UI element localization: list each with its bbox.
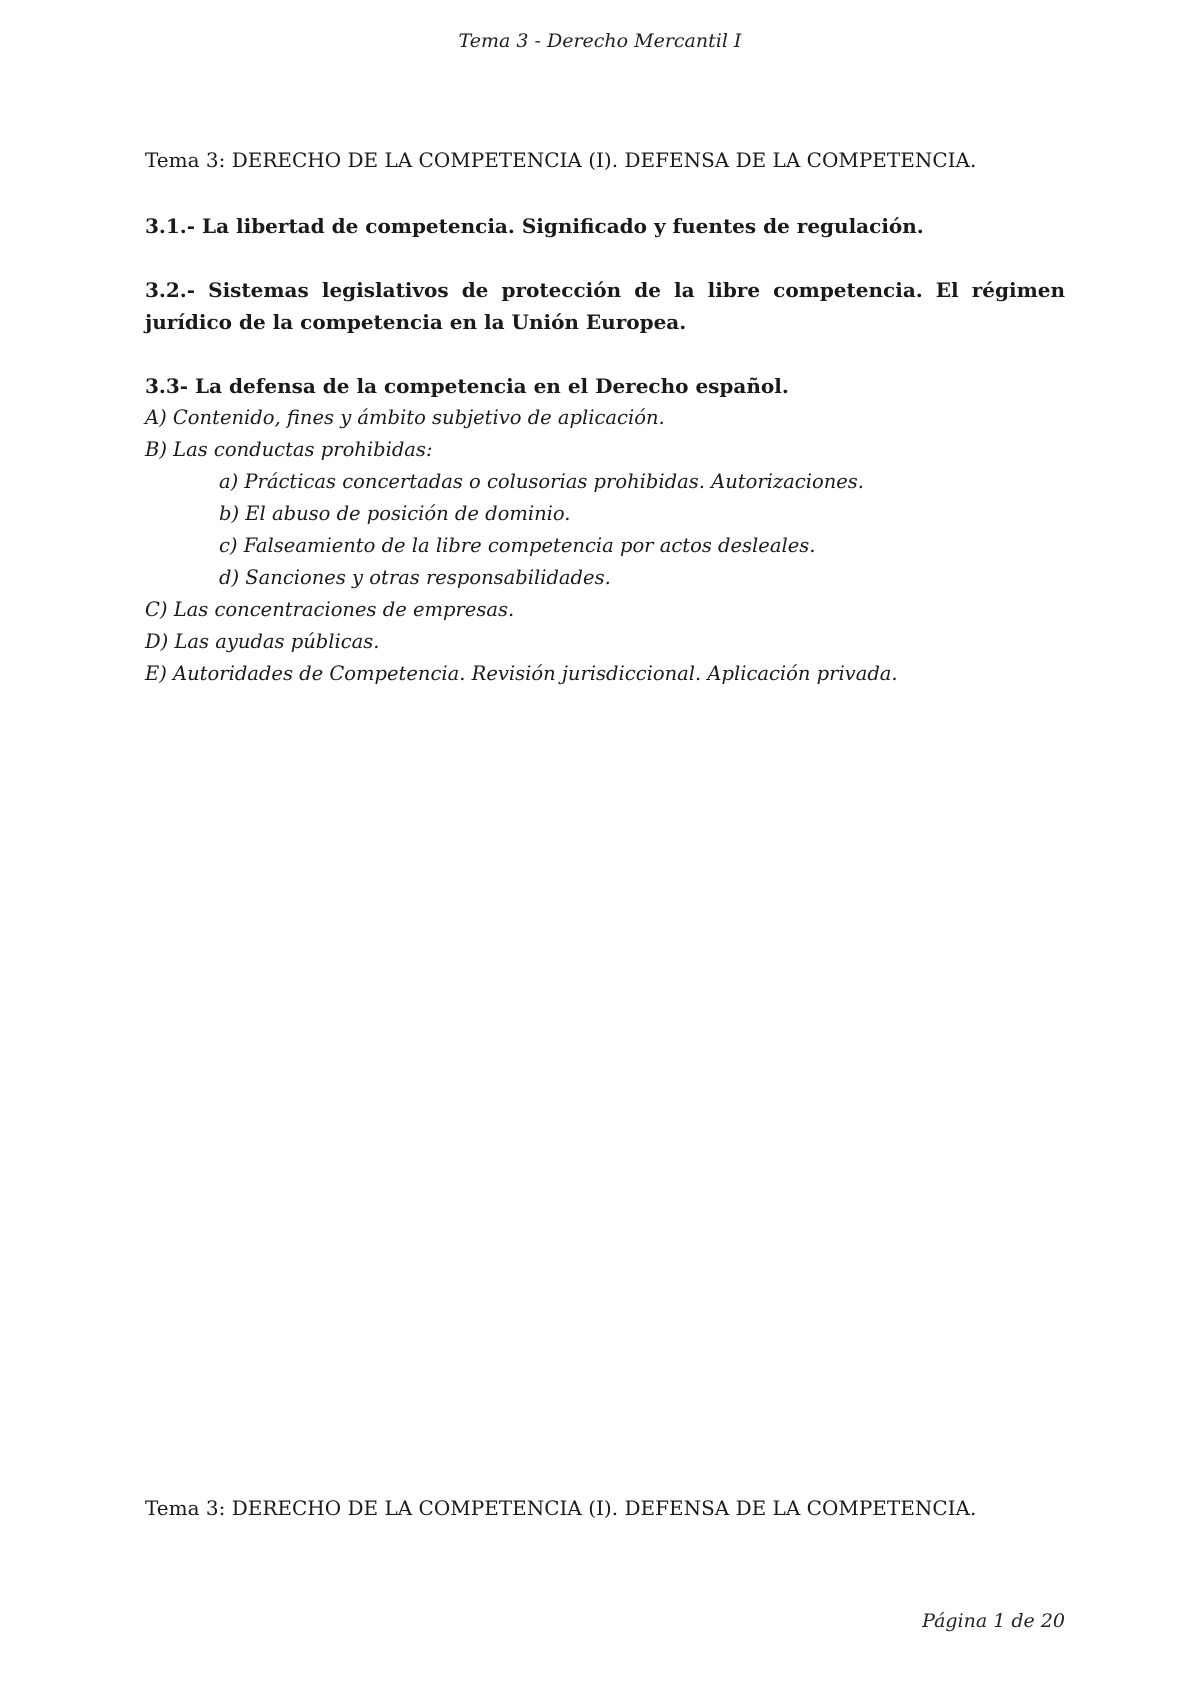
outline-subitem-b-a: a) Prácticas concertadas o colusorias prohibidas. Autorizaciones. [219, 470, 865, 493]
outline-item-c: C) Las concentraciones de empresas. [145, 598, 515, 621]
document-title-repeat: Tema 3: DERECHO DE LA COMPETENCIA (I). DEFENSA DE LA COMPETENCIA. [145, 1496, 977, 1520]
document-title: Tema 3: DERECHO DE LA COMPETENCIA (I). DEFENSA DE LA COMPETENCIA. [145, 148, 977, 172]
outline-subitem-b-b: b) El abuso de posición de dominio. [219, 502, 571, 525]
section-3-3-outline [145, 402, 898, 690]
outline-subitem-b-c: c) Falseamiento de la libre competencia por actos desleales. [219, 534, 816, 557]
outline-item-b: B) Las conductas prohibidas: [145, 438, 433, 461]
section-3-2-heading: 3.2.- Sistemas legislativos de protección de la libre competencia. El régimen jurídico de la competencia en la Unión Europea. [145, 278, 1065, 334]
page-header: Tema 3 - Derecho Mercantil I [458, 30, 742, 52]
outline-item-e: E) Autoridades de Competencia. Revisión jurisdiccional. Aplicación privada. [145, 662, 898, 685]
outline-subitem-b-d: d) Sanciones y otras responsabilidades. [219, 566, 611, 589]
outline-item-d: D) Las ayudas públicas. [145, 630, 380, 653]
page-number: Página 1 de 20 [922, 1610, 1065, 1632]
outline-item-a: A) Contenido, fines y ámbito subjetivo de aplicación. [145, 406, 665, 429]
section-3-1-heading: 3.1.- La libertad de competencia. Significado y fuentes de regulación. [145, 214, 924, 238]
section-3-3-heading: 3.3- La defensa de la competencia en el Derecho español. [145, 374, 789, 398]
